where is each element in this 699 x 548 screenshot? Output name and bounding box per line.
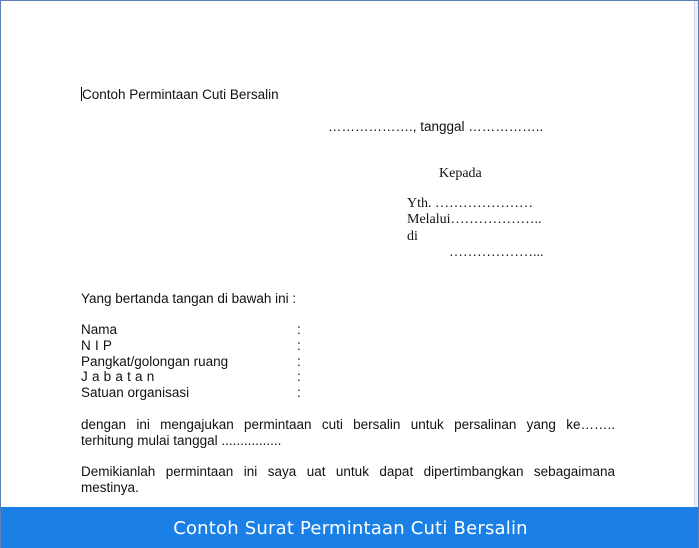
field-colon: :	[297, 369, 301, 385]
field-colon: :	[297, 337, 301, 353]
date-line: ………………., tanggal ……………..	[328, 119, 544, 134]
document-page[interactable]	[1, 1, 696, 507]
field-colon: :	[297, 322, 301, 337]
field-row-nama	[81, 322, 321, 338]
recipient-di: di	[407, 229, 418, 244]
recipient-location: ………………...	[449, 245, 544, 260]
field-label: Nama	[81, 322, 118, 337]
field-row-nip	[81, 338, 321, 354]
recipient-melalui: Melalui………………..	[407, 212, 542, 227]
identity-fields	[81, 322, 321, 401]
request-paragraph	[81, 417, 615, 449]
recipient-kepada: Kepada	[439, 166, 482, 181]
intro-text: Yang bertanda tangan di bawah ini :	[81, 291, 297, 306]
field-row-satuan	[81, 385, 321, 401]
banner-caption: Contoh Surat Permintaan Cuti Bersalin	[173, 517, 528, 539]
field-row-pangkat	[81, 354, 321, 370]
closing-paragraph-line-2: mestinya.	[81, 480, 139, 495]
field-colon: :	[297, 385, 301, 401]
scrollbar-edge[interactable]	[694, 1, 698, 507]
request-paragraph-line-2: terhitung mulai tanggal ................	[81, 433, 282, 448]
document-title: Contoh Permintaan Cuti Bersalin	[82, 87, 279, 102]
field-label: Jabatan	[81, 369, 159, 385]
field-label: NIP	[81, 337, 117, 353]
closing-paragraph	[81, 464, 615, 496]
recipient-yth: Yth. …………………	[407, 196, 533, 211]
field-label: Satuan organisasi	[81, 385, 190, 401]
field-colon: :	[297, 353, 301, 369]
caption-banner	[1, 507, 699, 548]
field-label: Pangkat/golongan ruang	[81, 353, 229, 369]
closing-paragraph-line-1: Demikianlah permintaan ini saya uat untuk dapat dipertimbangkan sebagaimana	[81, 464, 615, 479]
request-paragraph-line-1: dengan ini mengajukan permintaan cuti bersalin untuk persalinan yang ke……..	[81, 417, 615, 432]
field-row-jabatan	[81, 369, 321, 385]
